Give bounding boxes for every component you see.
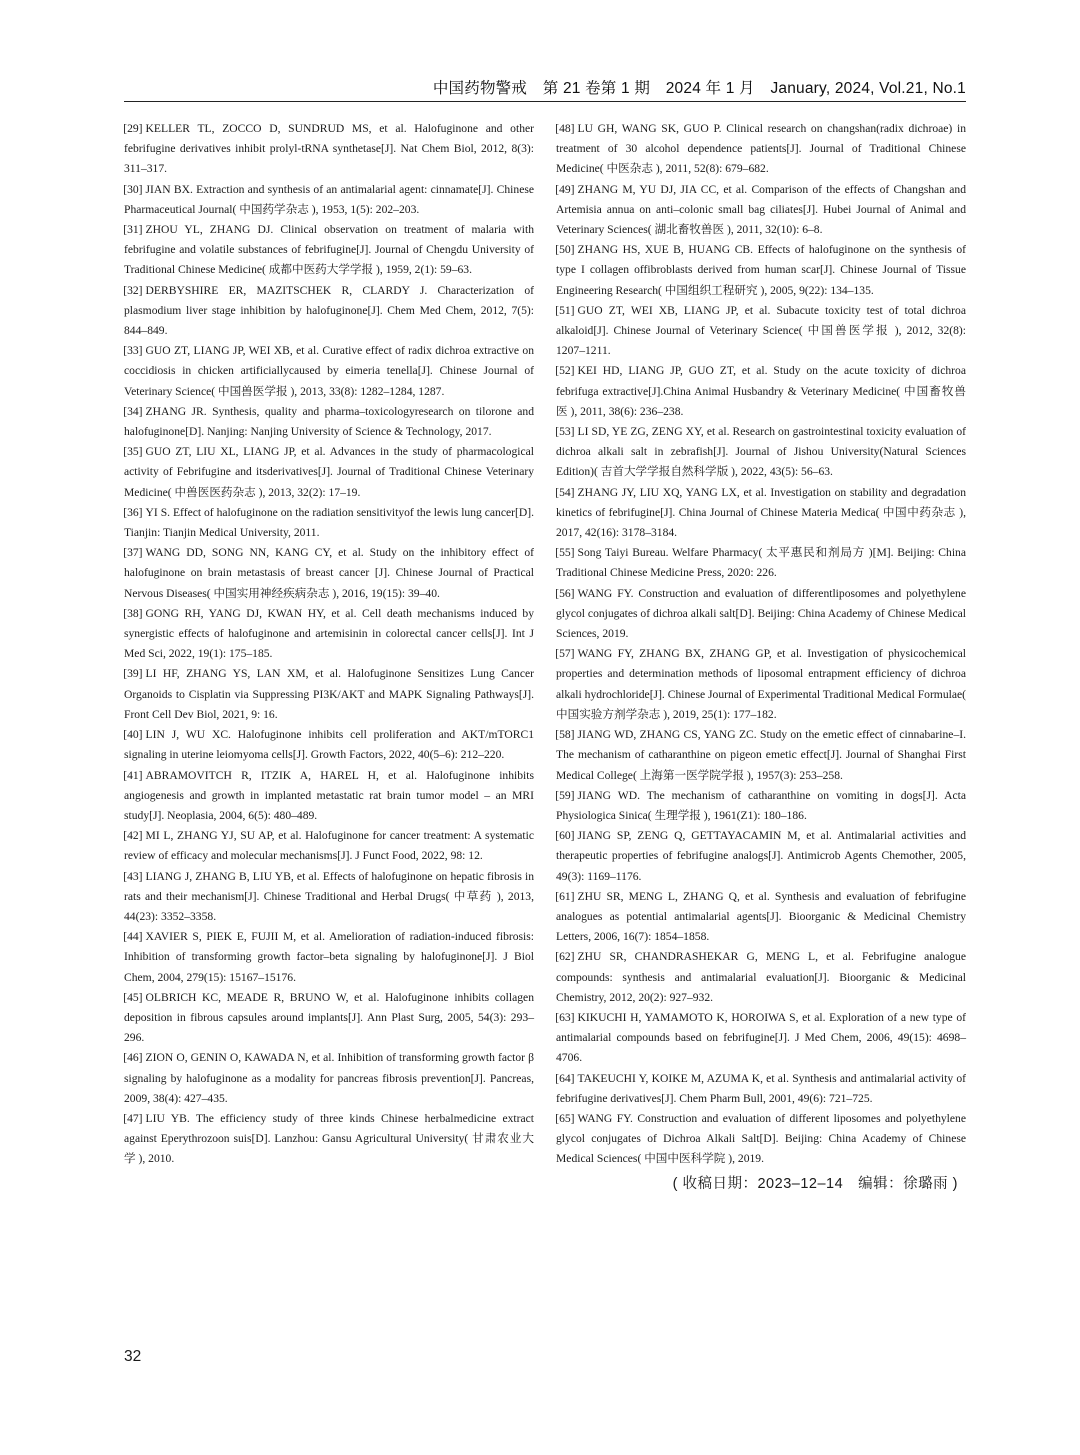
reference-entry (556, 1008, 966, 1069)
reference-number: [45] (123, 990, 143, 1004)
reference-number: [32] (123, 283, 143, 297)
reference-entry (556, 240, 966, 301)
received-date-editor: ( 收稿日期：2023–12–14 编辑：徐璐雨 ) (672, 1175, 958, 1192)
reference-entry (556, 1109, 966, 1170)
reference-number: [39] (123, 667, 143, 681)
reference-entry (124, 766, 534, 827)
reference-entry (556, 826, 966, 887)
reference-text: GUO ZT, LIU XL, LIANG JP, et al. Advances in the study of pharmacological activity of Febrifugine and itsderivatives[J]. Journal of Traditional Chinese Veterinary Medicine( 中兽医医药杂志 ), 2013, 32(2): 17–19. (124, 445, 534, 499)
reference-number: [58] (555, 728, 575, 742)
reference-number: [40] (123, 728, 143, 742)
reference-text: LI SD, YE ZG, ZENG XY, et al. Research on gastrointestinal toxicity evaluation of dichroa alkali salt in zebrafish[J]. Journal of Jishou University(Natural Sciences Edition)( 吉首大学学报自然科学版 ), 2022, 43(5): 56–63. (556, 425, 966, 479)
reference-text: OLBRICH KC, MEADE R, BRUNO W, et al. Halofuginone inhibits collagen deposition in fibrous capsules around implants[J]. Ann Plast Surg, 2005, 54(3): 293–296. (124, 990, 534, 1045)
reference-number: [38] (123, 606, 143, 620)
reference-number: [53] (555, 425, 575, 439)
reference-entry (124, 1048, 534, 1109)
reference-number: [48] (555, 122, 575, 135)
reference-number: [65] (555, 1111, 575, 1125)
reference-entry (124, 664, 534, 725)
page-number: 32 (124, 1348, 142, 1365)
reference-number: [43] (123, 869, 143, 883)
reference-text: WANG DD, SONG NN, KANG CY, et al. Study on the inhibitory effect of halofuginone on brain metastasis of breast cancer [J]. Chinese Journal of Practical Nervous Diseases( 中国实用神经疾病杂志 ), 2016, 19(15): 39–40. (124, 546, 534, 600)
references-column-right (556, 119, 966, 1193)
reference-number: [50] (555, 243, 575, 257)
reference-number: [57] (555, 647, 575, 661)
reference-text: XAVIER S, PIEK E, FUJII M, et al. Amelioration of radiation-induced fibrosis: Inhibition of transforming growth factor–beta signaling by halofuginone[J]. J Biol Chem, 2004, 279(15): 15167–15176. (124, 930, 534, 984)
reference-text: LIN J, WU XC. Halofuginone inhibits cell proliferation and AKT/mTORC1 signaling in uterine leiomyoma cells[J]. Growth Factors, 2022, 40(5–6): 212–220. (124, 728, 534, 762)
reference-entry (556, 887, 966, 948)
reference-text: LIANG J, ZHANG B, LIU YB, et al. Effects of halofuginone on hepatic fibrosis in rats and their mechanism[J]. Chinese Traditional and Herbal Drugs( 中草药 ), 2013, 44(23): 3352–3358. (124, 869, 534, 923)
reference-entry (124, 281, 534, 342)
reference-number: [46] (123, 1051, 143, 1065)
reference-text: WANG FY. Construction and evaluation of differentliposomes and polyethylene glycol conjugates of dichroa alkali salt[D]. Beijing: China Academy of Chinese Medical Sciences, 2019. (556, 586, 966, 641)
reference-number: [33] (123, 344, 143, 358)
reference-text: JIAN BX. Extraction and synthesis of an antimalarial agent: cinnamate[J]. Chinese Pharmaceutical Journal( 中国药学杂志 ), 1953, 1(5): 202–203. (124, 182, 534, 216)
reference-number: [63] (555, 1010, 575, 1024)
reference-entry (556, 301, 966, 362)
header-rule (124, 101, 966, 102)
reference-number: [35] (123, 445, 143, 459)
reference-entry (556, 947, 966, 1008)
reference-text: GONG RH, YANG DJ, KWAN HY, et al. Cell death mechanisms induced by synergistic effects of halofuginone and artemisinin in colorectal cancer cells[J]. Int J Med Sci, 2022, 19(1): 175–185. (124, 606, 534, 661)
reference-text: JIANG WD. The mechanism of catharanthine on vomiting in dogs[J]. Acta Physiologica Sinica( 生理学报 ), 1961(Z1): 180–186. (556, 788, 966, 822)
reference-number: [36] (123, 505, 143, 519)
reference-entry (556, 725, 966, 786)
reference-entry (556, 180, 966, 241)
reference-text: Song Taiyi Bureau. Welfare Pharmacy( 太平惠民和剂局方 )[M]. Beijing: China Traditional Chinese Medicine Press, 2020: 226. (556, 546, 966, 580)
reference-entry (124, 1109, 534, 1170)
reference-entry (124, 543, 534, 604)
reference-entry (556, 119, 966, 180)
reference-text: LU GH, WANG SK, GUO P. Clinical research on changshan(radix dichroae) in treatment of 30 alcohol dependence patients[J]. Journal of Traditional Chinese Medicine( 中医杂志 ), 2011, 52(8): 679–682. (556, 122, 966, 176)
reference-text: WANG FY, ZHANG BX, ZHANG GP, et al. Investigation of physicochemical properties and determination methods of liposomal entrapment efficiency of dichroa alkali hydrochloride[J]. Chinese Journal of Experimental Traditional Medical Formulae( 中国实验方剂学杂志 ), 2019, 25(1): 177–182. (556, 647, 966, 721)
reference-entry (556, 361, 966, 422)
reference-number: [30] (123, 182, 143, 196)
reference-number: [64] (555, 1071, 575, 1085)
reference-text: ZHOU YL, ZHANG DJ. Clinical observation on treatment of malaria with febrifugine and volatile substances of febrifugine[J]. Journal of Chengdu University of Traditional Chinese Medicine( 成都中医药大学学报 ), 1959, 2(1): 59–63. (124, 223, 534, 277)
reference-text: ZHU SR, MENG L, ZHANG Q, et al. Synthesis and evaluation of febrifugine analogues as potential antimalarial agents[J]. Bioorganic & Medicinal Chemistry Letters, 2006, 16(7): 1854–1858. (556, 889, 966, 944)
reference-text: DERBYSHIRE ER, MAZITSCHEK R, CLARDY J. Characterization of plasmodium liver stage inhibition by halofuginone[J]. Chem Med Chem, 2012, 7(5): 844–849. (124, 283, 534, 338)
reference-entry (556, 584, 966, 645)
reference-number: [62] (555, 950, 575, 964)
reference-number: [56] (555, 586, 575, 600)
reference-number: [41] (123, 768, 143, 782)
reference-text: YI S. Effect of halofuginone on the radiation sensitivityof the lewis lung cancer[D]. Tianjin: Tianjin Medical University, 2011. (124, 505, 534, 540)
reference-text: ZHANG M, YU DJ, JIA CC, et al. Comparison of the effects of Changshan and Artemisia annua on anti–colonic small bag ciliates[J]. Hubei Journal of Animal and Veterinary Sciences( 湖北畜牧兽医 ), 2011, 32(10): 6–8. (556, 182, 966, 237)
reference-number: [54] (555, 485, 575, 499)
reference-text: KELLER TL, ZOCCO D, SUNDRUD MS, et al. Halofuginone and other febrifugine derivatives inhibit prolyl-tRNA synthetase[J]. Nat Chem Biol, 2012, 8(3): 311–317. (124, 122, 534, 176)
reference-entry (124, 180, 534, 220)
reference-text: ZHU SR, CHANDRASHEKAR G, MENG L, et al. Febrifugine analogue compounds: synthesis and antimalarial evaluation[J]. Bioorganic & Medicinal Chemistry, 2012, 20(2): 927–932. (556, 950, 966, 1004)
reference-number: [59] (555, 788, 575, 802)
reference-text: ZHANG JR. Synthesis, quality and pharma–toxicologyresearch on tilorone and halofuginone[D]. Nanjing: Nanjing University of Science & Technology, 2017. (124, 404, 534, 439)
reference-text: ZHANG HS, XUE B, HUANG CB. Effects of halofuginone on the synthesis of type I collagen offibroblasts derived from human scar[J]. Chinese Journal of Tissue Engineering Research( 中国组织工程研究 ), 2005, 9(22): 134–135. (556, 243, 966, 297)
reference-entry (556, 1069, 966, 1109)
reference-text: ZHANG JY, LIU XQ, YANG LX, et al. Investigation on stability and degradation kinetics of febrifugine[J]. China Journal of Chinese Materia Medica( 中国中药杂志 ), 2017, 42(16): 3178–3184. (556, 485, 966, 540)
reference-entry (556, 483, 966, 544)
reference-number: [37] (123, 546, 143, 560)
reference-number: [42] (123, 829, 143, 843)
reference-entry (124, 402, 534, 442)
reference-text: MI L, ZHANG YJ, SU AP, et al. Halofuginone for cancer treatment: A systematic review of efficacy and molecular mechanisms[J]. J Funct Food, 2022, 98: 12. (124, 829, 534, 863)
reference-entry (556, 644, 966, 725)
reference-number: [60] (555, 829, 575, 843)
reference-number: [34] (123, 404, 143, 418)
reference-text: TAKEUCHI Y, KOIKE M, AZUMA K, et al. Synthesis and antimalarial activity of febrifugine derivatives[J]. Chem Pharm Bull, 2001, 49(6): 721–725. (556, 1071, 966, 1105)
reference-number: [52] (555, 364, 575, 378)
reference-entry (124, 927, 534, 988)
running-header: 中国药物警戒 第 21 卷第 1 期 2024 年 1 月 January, 2024, Vol.21, No.1 (432, 80, 966, 97)
reference-entry (124, 119, 534, 180)
reference-entry (556, 422, 966, 483)
reference-text: ABRAMOVITCH R, ITZIK A, HAREL H, et al. Halofuginone inhibits angiogenesis and growth in implanted metastatic rat brain tumor model – an MRI study[J]. Neoplasia, 2004, 6(5): 480–489. (124, 768, 534, 822)
reference-entry (124, 988, 534, 1049)
reference-number: [47] (123, 1111, 143, 1125)
reference-text: ZION O, GENIN O, KAWADA N, et al. Inhibition of transforming growth factor β signaling by halofuginone as a modality for pancreas fibrosis prevention[J]. Pancreas, 2009, 38(4): 427–435. (124, 1051, 534, 1105)
reference-text: LI HF, ZHANG YS, LAN XM, et al. Halofuginone Sensitizes Lung Cancer Organoids to Cisplatin via Suppressing PI3K/AKT and MAPK Signaling Pathways[J]. Front Cell Dev Biol, 2021, 9: 16. (124, 667, 534, 721)
reference-entry (124, 604, 534, 665)
reference-entry (124, 220, 534, 281)
reference-text: JIANG WD, ZHANG CS, YANG ZC. Study on the emetic effect of cinnabarine–I. The mechanism of catharanthine on pigeon emetic effect[J]. Journal of Shanghai First Medical College( 上海第一医学院学报 ), 1957(3): 253–258. (556, 728, 966, 782)
reference-entry (124, 442, 534, 503)
reference-text: JIANG SP, ZENG Q, GETTAYACAMIN M, et al. Antimalarial activities and therapeutic properties of febrifugine analogs[J]. Antimicrob Agents Chemother, 2005, 49(3): 1169–1176. (556, 829, 966, 883)
reference-entry (556, 786, 966, 826)
reference-entry (124, 503, 534, 543)
reference-number: [55] (555, 546, 575, 560)
reference-text: GUO ZT, LIANG JP, WEI XB, et al. Curative effect of radix dichroa extractive on coccidiosis in chicken artificiallycaused by eimeria tenella[J]. Chinese Journal of Veterinary Science( 中国兽医学报 ), 2013, 33(8): 1282–1284, 1287. (124, 344, 534, 398)
references-column-left (124, 119, 534, 1170)
reference-number: [51] (555, 303, 575, 317)
reference-number: [61] (555, 889, 575, 903)
reference-number: [31] (123, 223, 143, 237)
reference-entry (556, 543, 966, 583)
reference-text: KEI HD, LIANG JP, GUO ZT, et al. Study on the acute toxicity of dichroa febrifuga extractive[J].China Animal Husbandry & Veterinary Medicine( 中国畜牧兽医 ), 2011, 38(6): 236–238. (556, 364, 966, 418)
reference-entry (124, 867, 534, 928)
reference-entry (124, 341, 534, 402)
reference-text: KIKUCHI H, YAMAMOTO K, HOROIWA S, et al. Exploration of a new type of antimalarial compounds based on febrifugine[J]. J Med Chem, 2006, 49(15): 4698–4706. (556, 1010, 966, 1065)
reference-entry (124, 725, 534, 765)
reference-text: WANG FY. Construction and evaluation of different liposomes and polyethylene glycol conjugates of Dichroa Alkali Salt[D]. Beijing: China Academy of Chinese Medical Sciences( 中国中医科学院 ), 2019. (556, 1111, 966, 1166)
reference-number: [29] (123, 122, 143, 135)
reference-text: GUO ZT, WEI XB, LIANG JP, et al. Subacute toxicity test of total dichroa alkaloid[J]. Chinese Journal of Veterinary Science( 中国兽医学报 ), 2012, 32(8): 1207–1211. (556, 303, 966, 358)
reference-entry (124, 826, 534, 866)
reference-number: [44] (123, 930, 143, 944)
reference-text: LIU YB. The efficiency study of three kinds Chinese herbalmedicine extract against Eperythrozoon suis[D]. Lanzhou: Gansu Agricultural University( 甘肃农业大学 ), 2010. (124, 1111, 534, 1166)
reference-number: [49] (555, 182, 575, 196)
